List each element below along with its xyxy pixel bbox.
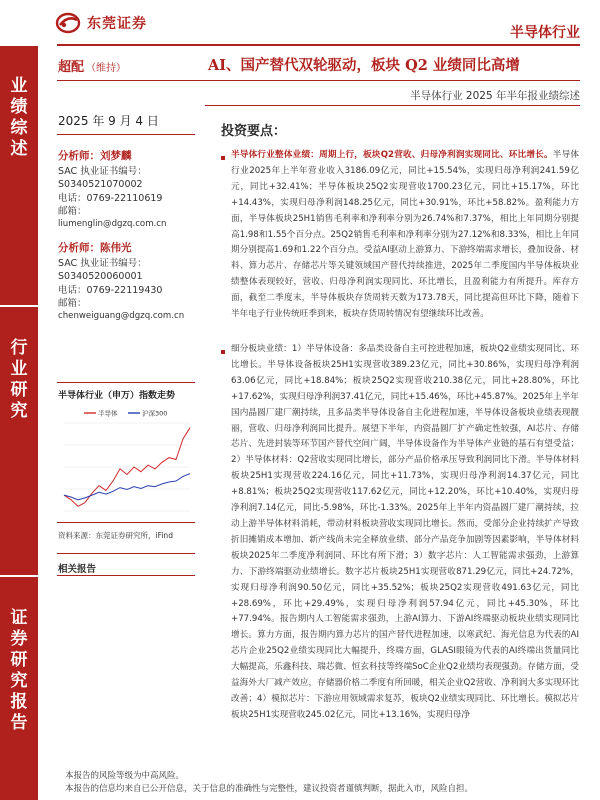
left-rule [57,575,195,576]
paragraph-text: 细分板块业绩：1）半导体设备：多品类设备自主可控进程加速，板块Q2业绩实现同比、环比增长。半导体设备板块25H1实现营收389.23亿元，同比+30.86%，实现归母净利润63.06亿元，同比+18.84%；板块25Q2实现营收210.38亿元，同比+28.80%，环比+17.62%，实现归母净利润37.41亿元，同比+15.46%，环比+45.87%。2025年上半年国内晶圆厂建厂潮持续，且多品类半导体设备自主化进程加速，半导体设备板块业绩表现靓丽，营收、归母净利润同比提升。展望下半年，内资晶圆厂扩产确定性较强，AI芯片、存储芯片、先进封装等环节国产替代空间广阔，半导体设备作为半导体产业链的基石有望受益；2）半导体材料：Q2营收实现同比增长，部分产品价格承压导致利润同比下滑。半导体材料板块25H1实现营收224.16亿元，同比+11.73%，实现归母净利润14.37亿元，同比+8.81%；板块25Q2实现营收117.62亿元，同比+12.20%，环比+10.40%，实现归母净利润7.14亿元，同比-5.98%，环比-1.33%。2025年上半年内资晶圆厂建厂潮持续，拉动上游半导体材料消耗，带动材料板块营收实现同比增长。然而，受部分企业持续扩产导致折旧摊销成本增加、新产线尚未完全释放业绩、部分产品竞争加剧等因素影响，半导体材料板块2025年二季度净利润同、环比有所下滑；3）数字芯片：人工智能需求强劲，上游算力、下游终端驱动业绩增长。数字芯片板块25H1实现营收871.29亿元，同比+24.72%，实现归母净利润90.50亿元，同比+35.52%；板块25Q2实现营收491.63亿元，同比+28.69%，环比+29.49%，实现归母净利润57.94亿元，同比+45.30%，环比+77.94%。报告期内人工智能需求强劲，上游AI算力、下游AI终端驱动板块业绩实现同比增长。算力方面，报告期内算力芯片的国产替代进程加速，以寒武纪、海光信息为代表的AI芯片企业25Q2业绩实现同比大幅提升，终端方面，GLASI眼镜为代表的AI终端出货量同比大幅提高，乐鑫科技、瑞芯微、恒玄科技等终端SoC企业Q2业绩均表现强劲。存储方面，受益海外大厂减产效应，存储器价格二季度有所回暖，相关企业Q2营收、净利润大多实现环比改善；4）模拟芯片：下游应用领域需求复苏，板块Q2业绩实现同比、环比增长。模拟芯片板块25H1实现营收245.02亿元，同比+13.16%，实现归母净 [231,344,579,720]
left-rule [57,553,195,554]
rating-sub: （维持） [86,63,127,74]
logo-text: 东莞证券 [87,16,147,32]
paragraph-text: 半导体行业2025年上半年营业收入3186.09亿元，同比+15.54%，实现归母净利润241.59亿元，同比+32.41%；半导体板块25Q2实现营收1700.23亿元，同比+15.17%，环比+14.43%，实现归母净利润148.25亿元，同比+30.91%，环比+58.82%。盈利能力方面，半导体板块25H1销售毛利率和净利率分别为26.74%和7.37%，相比上年同期分别提高1.98和1.55个百分点。25Q2销售毛利率和净利率分别为27.12%和8.33%，相比上年同期分别提高1.69和1.22个百分点。受益AI驱动上游算力、下游终端需求增长，叠加设备、材料、算力芯片、存储芯片等关键领域国产替代持续推进，2025年二季度国内半导体板块业绩整体表现较好，营收、归母净利润实现同比、环比增长，且盈利能力有所提升。库存方面，截至二季度末，半导体板块存货周转天数为173.78天，同比提高但环比下降，随着下半年电子行业传统旺季到来，板块存货周转情况有望继续环比改善。 [231,150,579,320]
left-rule [57,134,195,135]
side-label-text: 业绩综述 [10,76,28,159]
side-label-industry [0,338,38,422]
side-label-text: 证券研究报告 [10,608,28,733]
analyst-block [58,242,198,323]
paragraph-overall [221,148,579,323]
analyst-line: 邮箱： [58,205,87,217]
legend-semis: 半导体 [98,409,118,418]
paragraph-lead: 半导体行业整体业绩：周期上行，板块Q2营收、归母净利润实现同比、环比增长。 [231,150,553,160]
company-logo [55,12,147,34]
header-rule [57,44,580,46]
legend-csi300: 沪深300 [142,409,168,418]
paragraph-segments [221,342,579,762]
title-rule [57,80,580,81]
footer-line: 本报告的风险等级为中高风险。 [65,771,185,781]
side-label-report [0,608,38,734]
related-reports: 相关报告 [58,564,97,575]
report-date: 2025 年 9 月 4 日 [58,114,159,128]
analyst-block [58,150,198,231]
side-separator [0,305,38,307]
side-separator [0,575,38,577]
rating-label: 超配 [58,60,85,75]
left-rule [57,382,195,383]
analyst-line: 电话：0769-22119430 [58,284,163,296]
analyst-line: S0340521070002 [58,179,143,191]
analyst-line: 邮箱： [58,297,87,309]
chart-source: 资料来源：东莞证券研究所，iFind [58,531,173,540]
section-heading: 投资要点： [221,124,287,139]
rating [58,56,126,75]
chart-title: 半导体行业（申万）指数走势 [58,391,176,401]
index-chart [58,388,196,520]
analyst-name: 分析师：陈伟光 [58,242,132,254]
left-rule [57,522,195,523]
analyst-email[interactable]: liumenglin@dgzq.com.cn [58,219,167,230]
analyst-line: S0340520060001 [58,271,143,283]
footer-line: 本报告的信息均来自已公开信息，关于信息的准确性与完整性，建议投资者谨慎判断，据此入市，风险自担。 [65,784,474,794]
side-label-text: 行业研究 [10,338,28,421]
header-industry: 半导体行业 [510,25,580,41]
analyst-email[interactable]: chenweiguang@dgzq.com.cn [58,311,185,322]
report-title: AI、国产替代双轮驱动，板块 Q2 业绩同比高增 [208,57,520,74]
footer [65,770,473,796]
analyst-line: SAC 执业证书编号： [58,258,147,270]
logo-icon [55,12,81,34]
report-subtitle: 半导体行业 2025 年半年报业绩综述 [410,90,580,102]
side-label-results [0,76,38,160]
index-chart-svg [58,405,196,517]
analyst-line: 电话：0769-22110619 [58,192,163,204]
analyst-name: 分析师：刘梦麟 [58,150,132,162]
subtitle-rule [205,105,580,106]
analyst-line: SAC 执业证书编号： [58,166,147,178]
